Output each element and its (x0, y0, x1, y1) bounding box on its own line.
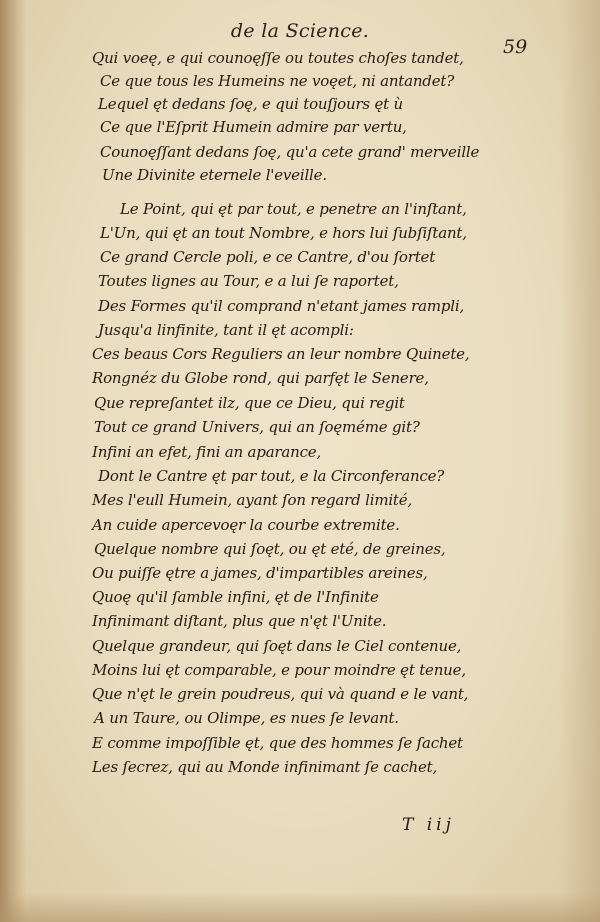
verse-line: Quoę qu'il ſamble infini, ęt de l'Infinite (92, 588, 379, 606)
verse-line: Ce grand Cercle poli, e ce Cantre, d'ou ſortet (100, 248, 436, 266)
verse-line: L'Un, qui ęt an tout Nombre, e hors lui ſubſiſtant, (100, 224, 467, 242)
verse-line: E comme impoſſible ęt, que des hommes ſe ſachet (92, 734, 463, 752)
verse-line: A un Taure, ou Olimpe, es nues ſe levant. (94, 709, 399, 727)
verse-line: Moins lui ęt comparable, e pour moindre ęt tenue, (92, 661, 466, 679)
verse-line: Counoęſſant dedans ſoę, qu'a cete grand' merveille (100, 143, 480, 161)
page-edge-shadow (560, 0, 600, 922)
verse-line: Ces beaus Cors Reguliers an leur nombre Quinete, (92, 345, 470, 363)
verse-line: Ou puiſſe ętre a james, d'impartibles areines, (92, 564, 428, 582)
verse-line: Dont le Cantre ęt par tout, e la Circonferance? (98, 467, 445, 485)
verse-line: Ce que tous les Humeins ne voęet, ni antandet? (100, 72, 455, 90)
verse-line: Lequel ęt dedans ſoę, e qui touſjours ęt ù (98, 95, 404, 113)
verse-line: Que n'ęt le grein poudreus, qui và quand e le vant, (92, 685, 469, 703)
verse-line: Toutes lignes au Tour, e a lui ſe raportet, (98, 272, 399, 290)
page-gutter-shadow (0, 0, 26, 922)
verse-line: Infinimant diſtant, plus que n'ęt l'Unite. (92, 612, 387, 630)
page-bottom-shadow (0, 892, 600, 922)
verse-line: Infini an efet, fini an aparance, (92, 443, 322, 461)
verse-line: Des Formes qu'il comprand n'etant james rampli, (98, 297, 465, 315)
verse-line: An cuide apercevoęr la courbe extremite. (92, 516, 400, 534)
verse-line: Le Point, qui ęt par tout, e penetre an l'inſtant, (120, 200, 467, 218)
verse-line: Quelque nombre qui ſoęt, ou ęt eté, de greines, (94, 540, 446, 558)
signature-mark: T iij (402, 815, 455, 835)
verse-line: Quelque grandeur, qui ſoęt dans le Ciel contenue, (92, 637, 462, 655)
verse-line: Mes l'eull Humein, ayant ſon regard limité, (92, 491, 413, 509)
verse-line: Rongnéz du Globe rond, qui parfęt le Senere, (92, 369, 429, 387)
running-head: de la Science. (230, 20, 370, 42)
verse-line: Jusqu'a linfinite, tant il ęt acompli: (98, 321, 354, 339)
verse-line: Qui voeę, e qui counoęſſe ou toutes choſes tandet, (92, 49, 464, 67)
verse-line: Les ſecrez, qui au Monde infinimant ſe cachet, (92, 758, 438, 776)
page-number: 59 (503, 36, 528, 58)
verse-line: Une Divinite eternele l'eveille. (102, 166, 327, 184)
verse-line: Tout ce grand Univers, qui an ſoęméme git? (94, 418, 420, 436)
verse-line: Ce que l'Eſprit Humein admire par vertu, (100, 118, 407, 136)
verse-line: Que repreſantet ilz, que ce Dieu, qui regit (94, 394, 405, 412)
